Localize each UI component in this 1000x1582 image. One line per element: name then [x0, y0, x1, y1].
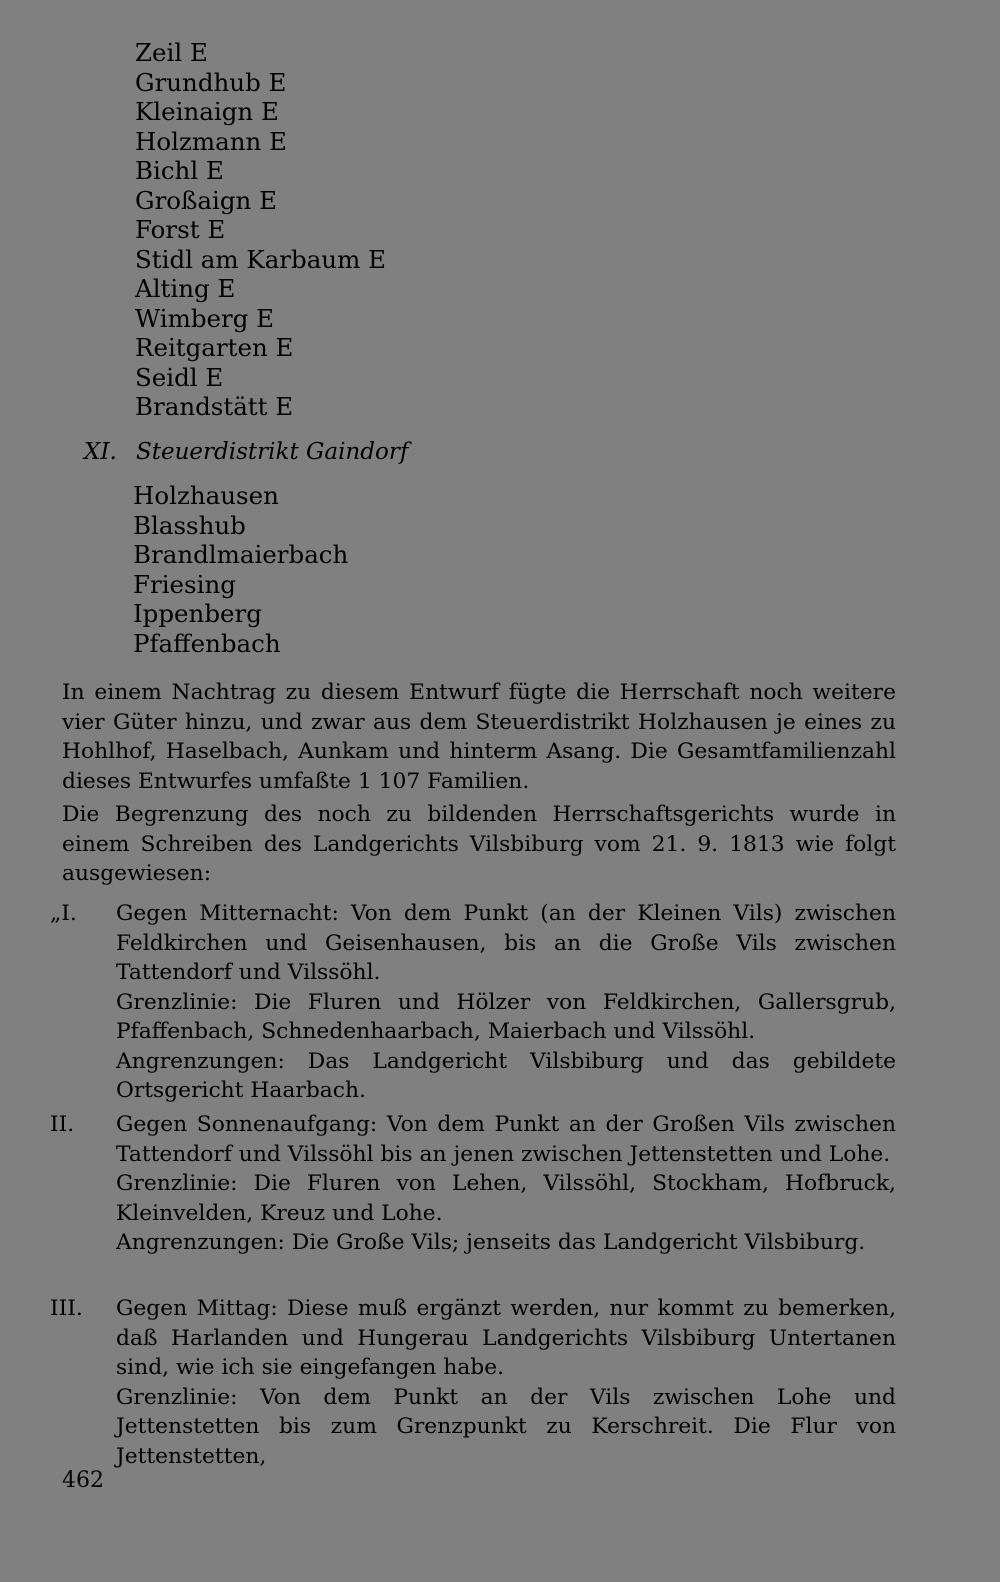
entry-text: Gegen Mittag: Diese muß ergänzt werden, nur kommt zu bemerken, daß Harlanden und Hungerau Landgerichts Vilsbiburg Untertanen sind, wie ich sie eingefangen habe. — [116, 1296, 896, 1380]
list-item: Blasshub — [133, 510, 246, 540]
section-heading — [84, 437, 408, 467]
list-item: Stidl am Karbaum E — [135, 244, 386, 274]
body-paragraph: Die Begrenzung des noch zu bildenden Herrschaftsgerichts wurde in einem Schreiben des Landgerichts Vilsbiburg vom 21. 9. 1813 wie folgt ausgewiesen: — [62, 802, 896, 886]
section-title: Steuerdistrikt Gaindorf — [136, 439, 409, 465]
entry-number: III. — [50, 1296, 83, 1321]
list-item: Brandstätt E — [135, 392, 294, 421]
entry-grenzlinie: Grenzlinie: Die Fluren und Hölzer von Feldkirchen, Gallersgrub, Pfaffenbach, Schnedenhaarbach, Maierbach und Vilssöhl. — [116, 989, 896, 1044]
list-item: Wimberg E — [135, 303, 275, 333]
list-item: Ippenberg — [133, 599, 262, 628]
entry-number: „I. — [50, 901, 77, 926]
place-list-gaindorf — [133, 481, 348, 658]
section-number: XI. — [84, 439, 117, 465]
boundary-entry — [50, 1110, 896, 1258]
list-item: Holzhausen — [133, 481, 279, 510]
list-item: Alting E — [135, 274, 236, 303]
page-number: 462 — [62, 1468, 104, 1493]
entry-grenzlinie: Grenzlinie: Von dem Punkt an der Vils zwischen Lohe und Jettenstetten bis zum Grenzpunkt zu Kerschreit. Die Flur von Jettenstetten, — [116, 1384, 896, 1469]
list-item: Seidl E — [135, 362, 224, 392]
entry-text: Gegen Sonnenaufgang: Von dem Punkt an der Großen Vils zwischen Tattendorf und Vilssöhl bis an jenen zwischen Jettenstetten und Lohe. — [116, 1112, 896, 1167]
list-item: Pfaffenbach — [133, 628, 281, 658]
list-item: Kleinaign E — [135, 97, 279, 126]
list-item: Brandlmaierbach — [133, 540, 349, 569]
body-paragraph: In einem Nachtrag zu diesem Entwurf fügte die Herrschaft noch weitere vier Güter hinzu, und zwar aus dem Steuerdistrikt Holzhausen je eines zu Hohlhof, Haselbach, Aunkam und hinterm Asang. Die Gesamtfamilienzahl dieses Entwurfes umfaßte 1 107 Familien. — [62, 680, 896, 794]
list-item: Forst E — [135, 215, 226, 244]
list-item: Bichl E — [135, 156, 224, 185]
list-item: Großaign E — [135, 185, 277, 215]
list-item: Grundhub E — [135, 67, 287, 97]
list-item: Friesing — [133, 569, 236, 599]
entry-number: II. — [50, 1112, 75, 1137]
entry-grenzlinie: Grenzlinie: Die Fluren von Lehen, Vilssöhl, Stockham, Hofbruck, Kleinvelden, Kreuz und Lohe. — [116, 1171, 896, 1226]
list-item: Holzmann E — [135, 126, 287, 156]
list-item: Reitgarten E — [135, 333, 294, 362]
place-list-district-x — [135, 38, 386, 422]
boundary-entry — [50, 1294, 896, 1471]
entry-text: Gegen Mitternacht: Von dem Punkt (an der Kleinen Vils) zwischen Feldkirchen und Geisenhausen, bis an die Große Vils zwischen Tattendorf und Vilssöhl. — [116, 901, 896, 985]
list-item: Zeil E — [135, 38, 208, 67]
entry-angrenzungen: Angrenzungen: Das Landgericht Vilsbiburg und das gebildete Ortsgericht Haarbach. — [116, 1048, 896, 1103]
boundary-entry — [50, 899, 896, 1106]
entry-angrenzungen: Angrenzungen: Die Große Vils; jenseits das Landgericht Vilsbiburg. — [116, 1230, 866, 1255]
